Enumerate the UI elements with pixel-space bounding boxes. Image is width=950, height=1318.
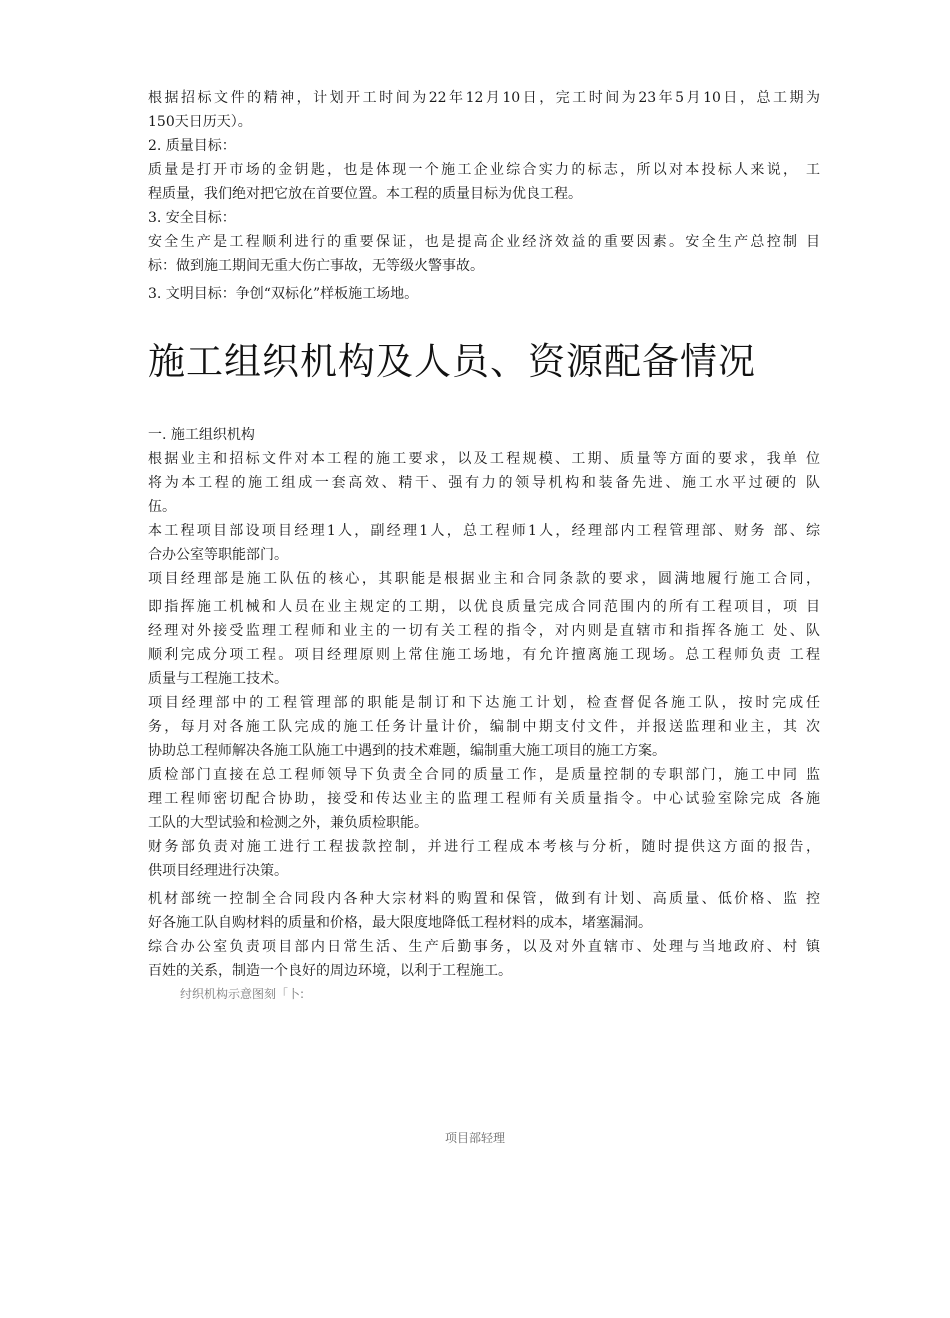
intro-line: 根据招标文件的精神，计划开工时间为22年12月10日，完工时间为23年5月10日，总工期为 — [148, 90, 820, 106]
body-line: 协助总工程师解决各施工队施工中遇到的技术难题，编制重大施工项目的施工方案。 — [148, 743, 666, 759]
body-line: 务，每月对各施工队完成的施工任务计量计价，编制中期支付文件，并报送监理和业主，其 次 — [148, 719, 820, 735]
body-line: 供项目经理进行决策。 — [148, 863, 288, 879]
body-line: 即指挥施工机械和人员在业主规定的工期，以优良质量完成合同范围内的所有工程项目，项 目 — [148, 599, 820, 615]
intro-line: 3. 文明目标：争创“双标化”样板施工场地。 — [148, 286, 419, 302]
body-line: 根据业主和招标文件对本工程的施工要求，以及工程规模、工期、质量等方面的要求，我单 位 — [148, 451, 820, 467]
body-line: 项目经理部是施工队伍的核心，其职能是根据业主和合同条款的要求，圆满地履行施工合同， — [148, 571, 820, 587]
body-line: 机材部统一控制全合同段内各种大宗材料的购置和保管，做到有计划、高质量、低价格、监 控 — [148, 891, 820, 907]
body-line: 工队的大型试验和检测之外，兼负质检职能。 — [148, 815, 428, 831]
body-line: 理工程师密切配合协助，接受和传达业主的监理工程师有关质量指令。中心试验室除完成 各施 — [148, 791, 820, 807]
body-line: 百姓的关系，制造一个良好的周边环境，以利于工程施工。 — [148, 963, 512, 979]
body-line: 本工程项目部设项目经理1人，副经理1人，总工程师1人，经理部内工程管理部、财务 部、综 — [148, 523, 820, 539]
body-line: 伍。 — [148, 499, 176, 515]
intro-line: 质量是打开市场的金钥匙，也是体现一个施工企业综合实力的标志，所以对本投标人来说， 工 — [148, 162, 820, 178]
intro-line: 2. 质量目标： — [148, 138, 236, 154]
body-line: 将为本工程的施工组成一套高效、精干、强有力的领导机构和装备先进、施工水平过硬的 队 — [148, 475, 820, 491]
org-chart-top-node: 项目部轻理 — [444, 1131, 505, 1145]
body-line: 好各施工队自购材料的质量和价格，最大限度地降低工程材料的成本，堵塞漏洞。 — [148, 915, 652, 931]
body-line: 顺利完成分项工程。项目经理原则上常住施工场地，有允许擅离施工现场。总工程师负责 工程 — [148, 647, 820, 663]
body-line: 综合办公室负责项目部内日常生活、生产后勤事务，以及对外直辖市、处理与当地政府、村 镇 — [148, 939, 820, 955]
section-heading: 施工组织机构及人员、资源配备情况 — [148, 340, 756, 383]
body-line: 质量与工程施工技术。 — [148, 671, 288, 687]
body-line: 项目经理部中的工程管理部的职能是制订和下达施工计划，检查督促各施工队，按时完成任 — [148, 695, 820, 711]
body-line: 一. 施工组织机构 — [148, 427, 255, 443]
intro-line: 150天日历天）。 — [148, 114, 252, 130]
intro-line: 程质量，我们绝对把它放在首要位置。本工程的质量目标为优良工程。 — [148, 186, 582, 202]
intro-line: 标：做到施工期间无重大伤亡事故，无等级火警事故。 — [148, 258, 484, 274]
figure-caption: 纣织机构示意图刻「卜: — [180, 987, 305, 1001]
body-line: 质检部门直接在总工程师领导下负责全合同的质量工作，是质量控制的专职部门，施工中同 监 — [148, 767, 820, 783]
intro-line: 安全生产是工程顺利进行的重要保证，也是提高企业经济效益的重要因素。安全生产总控制 目 — [148, 234, 820, 250]
body-line: 经理对外接受监理工程师和业主的一切有关工程的指令，对内则是直辖市和指挥各施工 处、队 — [148, 623, 820, 639]
body-line: 财务部负责对施工进行工程拔款控制，并进行工程成本考核与分析，随时提供这方面的报告， — [148, 839, 820, 855]
body-line: 合办公室等职能部门。 — [148, 547, 288, 563]
intro-line: 3. 安全目标： — [148, 210, 236, 226]
